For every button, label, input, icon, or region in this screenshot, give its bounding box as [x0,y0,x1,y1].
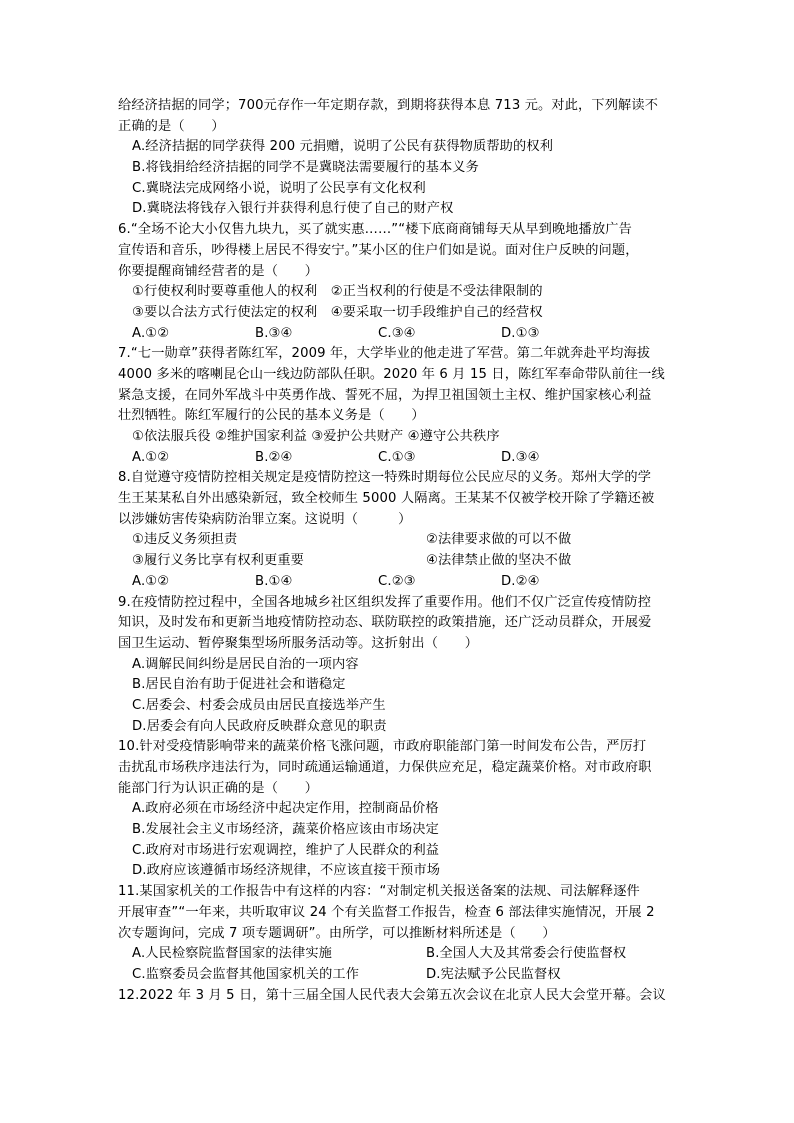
answer-option-line: A.调解民间纠纷是居民自治的一项内容 [132,656,359,672]
option-choice: D.③④ [501,449,540,465]
question-text-line: 开展审查”“一年来，共听取审议 24 个有关监督工作报告，检查 6 部法律实施情况，开展 2 [118,904,655,920]
question-text-line: 以涉嫌妨害传染病防治罪立案。这说明（ ） [118,511,412,527]
option-row [118,448,686,469]
question-text-line: 给经济拮据的同学；700元存作一年定期存款，到期将获得本息 713 元。对此，下列解读不 [118,98,659,113]
question-text-line: 7.“七一勋章”获得者陈红军，2009 年，大学毕业的他走进了军营。第二年就奔赴平均海拔 [118,346,651,362]
answer-option-line: A.政府必须在市场经济中起决定作用，控制商品价格 [132,801,439,817]
answer-option-line: A.经济拮据的同学获得 200 元捐赠，说明了公民有获得物质帮助的权利 [132,139,554,155]
question-text-line: 次专题询问，完成 7 项专题调研”。由所学，可以推断材料所述是（ ） [118,925,556,941]
option-row [118,572,686,593]
option-row [118,965,686,986]
answer-option-line: B.发展社会主义市场经济，蔬菜价格应该由市场决定 [132,822,439,838]
option-choice: C.③④ [378,325,416,341]
question-text-line: 正确的是（ ） [118,118,225,134]
question-text-line: 知识，及时发布和更新当地疫情防控动态、联防联控的政策措施，还广泛动员群众，开展爱 [118,615,652,631]
option-choice: C.监察委员会监督其他国家机关的工作 [132,966,360,982]
question-text-line: 8.自觉遵守疫情防控相关规定是疫情防控这一特殊时期每位公民应尽的义务。郑州大学的学 [118,470,652,486]
option-choice: B.③④ [255,325,293,341]
question-text-line: 生王某某私自外出感染新冠，致全校师生 5000 人隔离。王某某不仅被学校开除了学籍还被 [118,491,655,507]
option-choice: A.①② [132,573,170,589]
question-text-line: 能部门行为认识正确的是（ ） [118,780,319,796]
question-text-line: 国卫生运动、暂停聚集型场所服务活动等。这折射出（ ） [118,635,479,651]
question-text-line: 11.某国家机关的工作报告中有这样的内容：“对制定机关报送备案的法规、司法解释逐件 [118,884,640,900]
question-text-line: 12.2022 年 3 月 5 日，第十三届全国人民代表大会第五次会议在北京人民大会堂开幕。会议 [118,987,666,1003]
answer-option-line: D.冀晓法将钱存入银行并获得利息行使了自己的财产权 [132,201,454,217]
question-text-line: 6.“全场不论大小仅售九块九，买了就实惠……”“楼下底商商铺每天从早到晚地播放广告 [118,222,632,238]
option-choice: D.①③ [501,325,540,341]
option-choice: ③履行义务比享有权利更重要 [132,553,305,569]
answer-option-line: B.居民自治有助于促进社会和谐稳定 [132,677,346,693]
option-choice: ②法律要求做的可以不做 [426,532,572,548]
option-choice: C.①③ [378,449,416,465]
option-choice: A.①② [132,325,170,341]
answer-option-line: ③要以合法方式行使法定的权利 ④要采取一切手段维护自己的经营权 [132,304,543,320]
answer-option-line: C.居委会、村委会成员由居民直接选举产生 [132,697,386,713]
option-row [118,551,686,572]
answer-option-line: C.政府对市场进行宏观调控，维护了人民群众的利益 [132,842,440,858]
option-row [118,530,686,551]
option-choice: D.②④ [501,573,540,589]
option-choice: ①违反义务须担责 [132,532,238,548]
question-block [118,96,686,1006]
answer-option-line: D.政府应该遵循市场经济规律，不应该直接干预市场 [132,863,441,879]
option-row [118,324,686,345]
option-choice: A.①② [132,449,170,465]
option-choice: C.②③ [378,573,416,589]
option-choice: A.人民检察院监督国家的法律实施 [132,946,333,962]
option-choice: D.宪法赋予公民监督权 [426,966,561,982]
question-text-line: 紧急支援，在同外军战斗中英勇作战、誓死不屈，为捍卫祖国领土主权、维护国家核心利益 [118,387,652,403]
answer-option-line: C.冀晓法完成网络小说，说明了公民享有文化权利 [132,180,426,196]
question-text-line: 壮烈牺牲。陈红军履行的公民的基本义务是（ ） [118,408,425,424]
question-text-line: 9.在疫情防控过程中，全国各地城乡社区组织发挥了重要作用。他们不仅广泛宣传疫情防控 [118,594,652,610]
question-text-line: 击扰乱市场秩序违法行为，同时疏通运输通道，力保供应充足，稳定蔬菜价格。对市政府职 [118,760,652,775]
option-choice: ④法律禁止做的坚决不做 [426,553,572,569]
answer-option-line: ①行使权利时要尊重他人的权利 ②正当权利的行使是不受法律限制的 [132,284,543,300]
option-choice: B.①④ [255,573,293,589]
question-text-line: 10.针对受疫情影响带来的蔬菜价格飞涨问题，市政府职能部门第一时间发布公告，严厉打 [118,739,647,755]
answer-option-line: ①依法服兵役 ②维护国家利益 ③爱护公共财产 ④遵守公共秩序 [132,429,500,444]
question-text-line: 宣传语和音乐，吵得楼上居民不得安宁。”某小区的住户们如是说。面对住户反映的问题， [118,242,639,258]
option-choice: B.全国人大及其常委会行使监督权 [426,946,627,962]
option-row [118,944,686,965]
option-choice: B.②④ [255,449,293,465]
question-text-line: 4000 多米的喀喇昆仑山一线边防部队任职。2020 年 6 月 15 日，陈红军奉命带队前往一线 [118,366,665,382]
answer-option-line: D.居委会有向人民政府反映群众意见的职责 [132,718,387,734]
question-text-line: 你要提醒商铺经营者的是（ ） [118,263,319,279]
answer-option-line: B.将钱捐给经济拮据的同学不是冀晓法需要履行的基本义务 [132,160,479,176]
